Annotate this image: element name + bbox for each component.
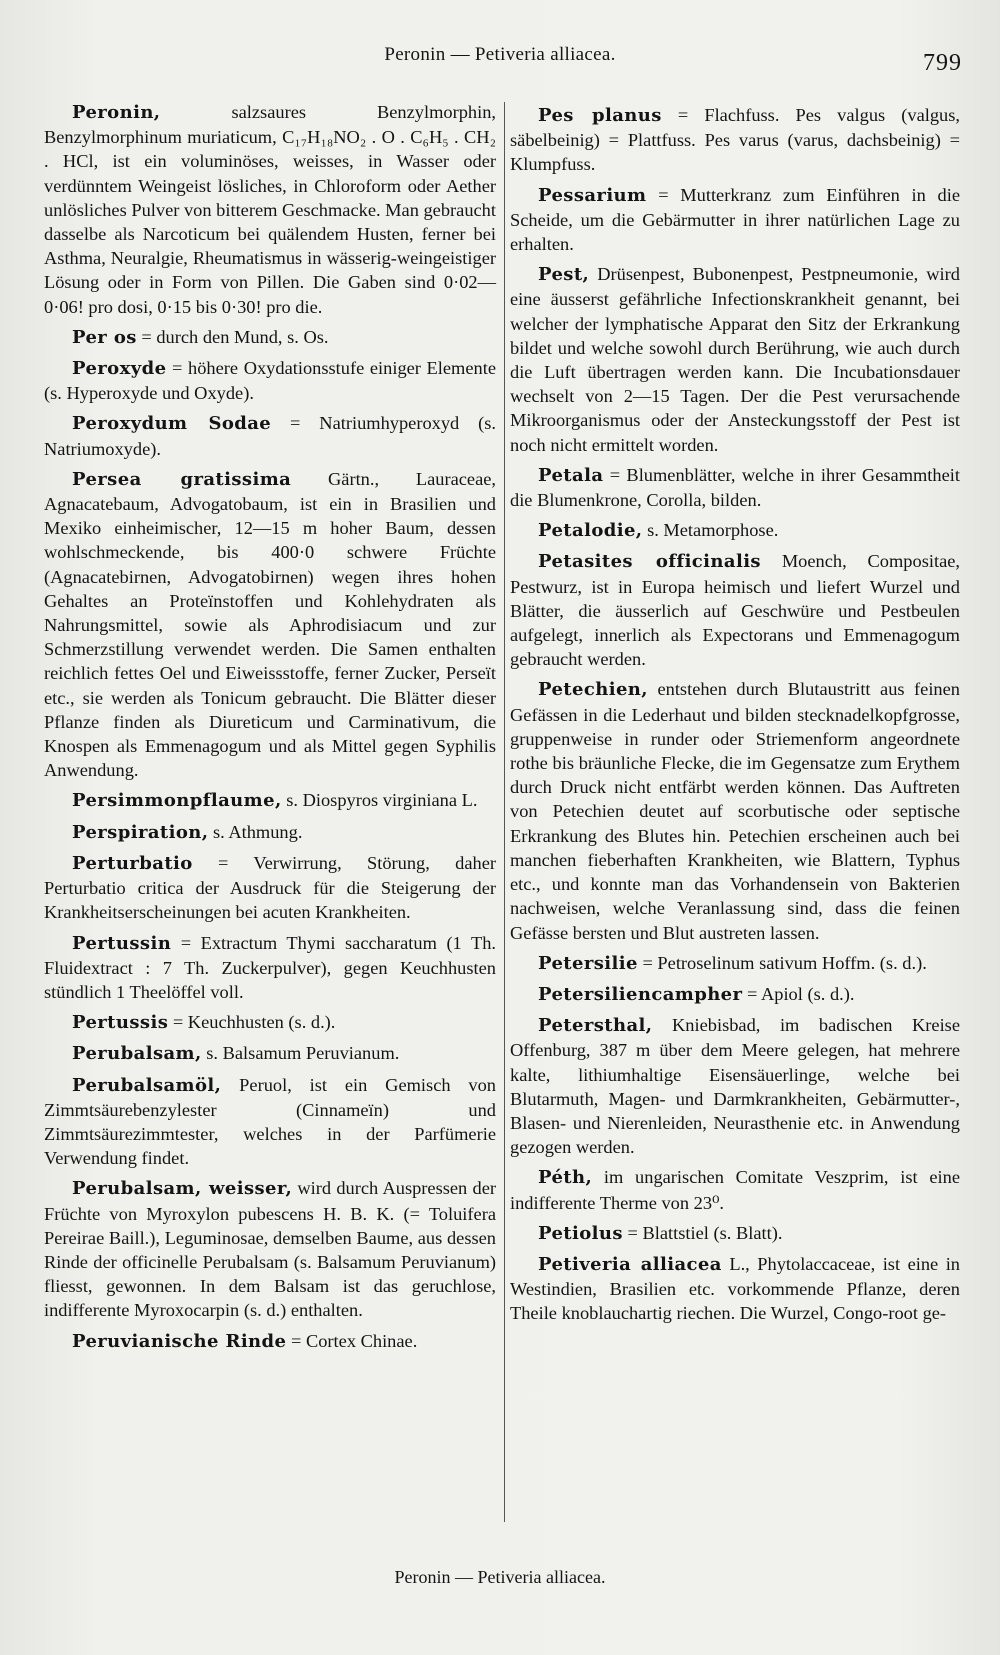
page-number: 799	[923, 50, 962, 76]
entry-text: Peruol, ist ein Gemisch von Zimmtsäurebenzylester (Cinnameïn) und Zimmtsäurezimmtester, welches in der Parfümerie Verwendung findet.	[44, 1074, 496, 1169]
entry-headword: Peruvianische Rinde	[72, 1330, 287, 1352]
left-column	[44, 100, 496, 1355]
dictionary-entry	[510, 1013, 960, 1159]
entry-headword: Peroxyde	[72, 358, 167, 380]
dictionary-entry	[44, 100, 496, 319]
entry-headword: Petasites officinalis	[538, 551, 761, 573]
entry-text: wird durch Auspressen der Früchte von Myroxylon pubescens H. B. K. (= Toluifera Pereirae Baill.), Leguminosae, demselben Baume, aus dessen Rinde der officinelle Perubalsam (s. Balsamum Peruvianum) fliesst, gewonnen. In dem Balsam ist das geruchlose, indifferente Myroxocarpin (s. d.) enthalten.	[44, 1178, 496, 1321]
entry-headword: Persea gratissima	[72, 468, 292, 490]
entry-headword: Petechien,	[538, 679, 648, 701]
dictionary-entry	[44, 1073, 496, 1171]
entry-headword: Petersilie	[538, 952, 638, 974]
entry-text: = Blattstiel (s. Blatt).	[622, 1222, 783, 1243]
dictionary-entry	[44, 356, 496, 405]
dictionary-entry	[510, 183, 960, 257]
page-footer: Peronin — Petiveria alliacea.	[394, 1567, 606, 1587]
entry-headword: Perturbatio	[72, 852, 193, 874]
entry-text: = Flachfuss. Pes valgus (valgus, säbelbeinig) = Plattfuss. Pes varus (varus, dachsbeinig) = Klumpfuss.	[510, 105, 960, 175]
entry-text: Gärtn., Lauraceae, Agnacatebaum, Advogatobaum, ist ein in Brasilien und Mexiko einheimischer, 12—15 m hoher Baum, dessen wohlschmeckende, bis 400·0 schwere Früchte (Agnacatebirnen, Advogatobirnen) wegen ihres hohen Gehaltes an Proteïnstoffen und Kohlehydraten als Nahrungsmittel, sowie als Aphrodisiacum und zur Schmerzstillung verwendet werden. Die Samen enthalten reichlich fettes Oel und Eiweissstoffe, ferner Zucker, Perseït etc., sie werden als Tonicum gebraucht. Die Blätter dieser Pflanze finden als Diureticum und Carminativum, die Knospen als Emmenagogum und als Mittel gegen Syphilis Anwendung.	[44, 468, 496, 781]
entry-headword: Perubalsamöl,	[72, 1074, 222, 1096]
column-divider	[504, 102, 505, 1522]
entry-text: = Verwirrung, Störung, daher Perturbatio critica der Ausdruck für die Steigerung der Krankheitserscheinungen bei acuten Krankheiten.	[44, 852, 496, 923]
entry-headword: Petiolus	[538, 1222, 623, 1244]
running-head: Peronin — Petiveria alliacea.	[384, 44, 616, 65]
entry-headword: Pest,	[538, 264, 590, 286]
entry-text: = Natriumhyperoxyd (s. Natriumoxyde).	[44, 413, 496, 459]
entry-text: = Petroselinum sativum Hoffm. (s. d.).	[637, 952, 927, 973]
entry-headword: Pessarium	[538, 184, 647, 206]
entry-text: entstehen durch Blutaustritt aus feinen Gefässen in die Lederhaut und bilden stecknadelkopfgrosse, gruppenweise in runder oder Striemenform angeordnete rothe bis bräunliche Flecke, die im Gegensatze zum Erythem durch Druck nicht entfärbt werden können. Das Auftreten von Petechien deutet auf scorbutische oder septische Erkrankung des Blutes hin. Petechien erscheinen auch bei manchen fieberhaften Krankheiten, wie Blattern, Typhus etc., und konnte man das Vorhandensein von Bakterien nachweisen, welche Veranlassung sind, dass die feinen Gefässe bersten und Blut austreten lassen.	[510, 679, 960, 943]
entry-headword: Peroxydum Sodae	[72, 413, 272, 435]
dictionary-entry	[44, 1010, 496, 1035]
dictionary-entry	[510, 1252, 960, 1326]
entry-text: Drüsenpest, Bubonenpest, Pestpneumonie, wird eine äusserst gefährliche Infectionskrankheit genannt, bei welcher der lymphatische Apparat den Sitz der Erkrankung bildet und welche sowohl durch Berührung, wie auch durch die Luft übertragen werden kann. Die Incubationsdauer wechselt von 2—15 Tagen. Der die Pest verursachende Mikroorganismus oder der Ansteckungsstoff der Pest ist noch nicht ermittelt worden.	[510, 264, 960, 455]
dictionary-entry	[510, 1221, 960, 1246]
dictionary-entry	[44, 1041, 496, 1066]
dictionary-entry	[44, 820, 496, 845]
dictionary-entry	[510, 549, 960, 671]
dictionary-entry	[510, 677, 960, 944]
entry-text: s. Diospyros virginiana L.	[281, 790, 478, 811]
dictionary-entry	[510, 1165, 960, 1214]
entry-headword: Petalodie,	[538, 520, 643, 542]
dictionary-entry	[510, 463, 960, 512]
entry-headword: Petersthal,	[538, 1015, 653, 1037]
dictionary-entry	[44, 1329, 496, 1354]
dictionary-entry	[44, 788, 496, 813]
entry-headword: Petersiliencampher	[538, 983, 743, 1005]
entry-text: = Cortex Chinae.	[286, 1330, 418, 1351]
dictionary-entry	[44, 851, 496, 925]
entry-headword: Petala	[538, 464, 604, 486]
entry-text: = Mutterkranz zum Einführen in die Scheide, um die Gebärmutter in ihrer natürlichen Lage zu erhalten.	[510, 184, 960, 255]
entry-headword: Pes planus	[538, 105, 662, 126]
dictionary-entry	[510, 982, 960, 1007]
entry-text: = Blumenblätter, welche in ihrer Gesammtheit die Blumenkrone, Corolla, bilden.	[510, 464, 960, 511]
right-column	[510, 103, 960, 1327]
entry-text: L., Phytolaccaceae, ist eine in Westindien, Brasilien etc. vorkommende Pflanze, deren Theile knoblauchartig riechen. Die Wurzel, Congo-root ge-	[510, 1253, 960, 1324]
entry-text: salzsaures Benzylmorphin, Benzylmorphinum muriaticum, C₁₇H₁₈NO₂ . O . C₆H₅ . CH₂ . HCl, ist ein voluminöses, weisses, in Wasser oder verdünntem Weingeist lösliches, in Chloroform oder Aether unlösliches Pulver von bitterem Geschmacke. Man gebraucht dasselbe als Narcoticum bei quälendem Husten, ferner bei Asthma, Neuralgie, Rheumatismus in wässerig-weingeistiger Lösung oder in Form von Pillen. Die Gaben sind 0·02—0·06! pro dosi, 0·15 bis 0·30! pro die.	[44, 102, 496, 317]
entry-text: Kniebisbad, im badischen Kreise Offenburg, 387 m über dem Meere gelegen, hat mehrere kalte, lithiumhaltige Eisensäuerlinge, welche bei Blutarmuth, Magen- und Darmkrankheiten, Gebärmutter-, Blasen- und Nierenleiden, Neurasthenie etc. in Anwendung gezogen werden.	[510, 1015, 960, 1158]
entry-headword: Pertussin	[72, 932, 172, 954]
entry-headword: Pertussis	[72, 1012, 169, 1034]
dictionary-entry	[510, 103, 960, 177]
entry-text: = Apiol (s. d.).	[742, 983, 855, 1004]
dictionary-entry	[44, 1176, 496, 1322]
entry-headword: Peronin,	[72, 102, 161, 123]
entry-text: = Keuchhusten (s. d.).	[168, 1012, 336, 1033]
entry-text: s. Athmung.	[208, 821, 303, 842]
entry-headword: Péth,	[538, 1167, 593, 1189]
entry-headword: Perspiration,	[72, 821, 209, 843]
entry-text: im ungarischen Comitate Veszprim, ist eine indifferente Therme von 23⁰.	[510, 1167, 960, 1213]
entry-headword: Perubalsam,	[72, 1043, 202, 1065]
entry-text: = durch den Mund, s. Os.	[136, 326, 329, 347]
dictionary-entry	[44, 931, 496, 1005]
entry-headword: Persimmonpflaume,	[72, 790, 282, 812]
entry-headword: Perubalsam, weisser,	[72, 1178, 293, 1200]
dictionary-entry	[44, 325, 496, 350]
entry-text: s. Metamorphose.	[642, 520, 779, 541]
entry-headword: Per os	[72, 326, 137, 348]
entry-headword: Petiveria alliacea	[538, 1253, 722, 1275]
entry-text: = höhere Oxydationsstufe einiger Elemente (s. Hyperoxyde und Oxyde).	[44, 358, 496, 404]
dictionary-entry	[510, 518, 960, 543]
dictionary-entry	[510, 951, 960, 976]
dictionary-entry	[44, 467, 496, 783]
dictionary-entry	[44, 411, 496, 460]
dictionary-entry	[510, 262, 960, 457]
entry-text: s. Balsamum Peruvianum.	[201, 1043, 400, 1064]
entry-text: = Extractum Thymi saccharatum (1 Th. Fluidextract : 7 Th. Zuckerpulver), gegen Keuchhusten stündlich 1 Theelöffel voll.	[44, 932, 496, 1002]
entry-text: Moench, Compositae, Pestwurz, ist in Europa heimisch und liefert Wurzel und Blätter, die äusserlich auf Geschwüre und Pestbeulen aufgelegt, innerlich als Expectorans und Emmenagogum gebraucht werden.	[510, 551, 960, 670]
